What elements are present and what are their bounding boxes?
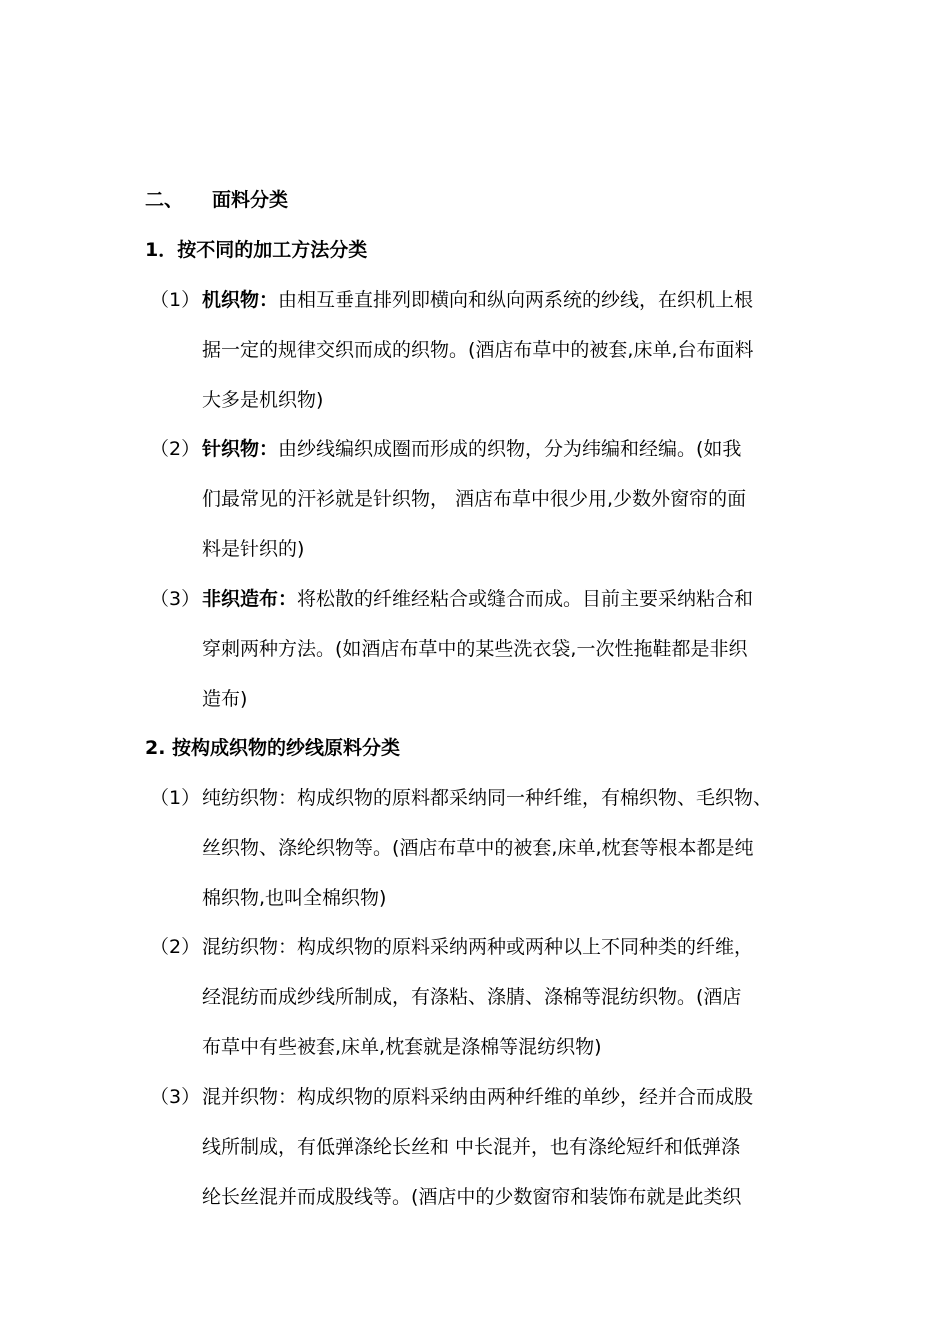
subsection-title-2: 2. 按构成织物的纱线原料分类 <box>145 737 401 759</box>
item-number: （2） <box>150 438 201 460</box>
item-text-line: 穿刺两种方法。(如酒店布草中的某些洗衣袋,一次性拖鞋都是非织 <box>202 638 748 660</box>
item-text-line: 纶长丝混并而成股线等。(酒店中的少数窗帘和装饰布就是此类织 <box>202 1186 742 1208</box>
item-text: 由相互垂直排列即横向和纵向两系统的纱线，在织机上根 <box>278 289 754 311</box>
item-text-line: 布草中有些被套,床单,枕套就是涤棉等混纺织物) <box>202 1036 602 1058</box>
item-number: （3） <box>150 1086 201 1108</box>
item-text-line: 们最常见的汗衫就是针织物， 酒店布草中很少用,少数外窗帘的面 <box>202 488 747 510</box>
item-number: （1） <box>150 787 201 809</box>
item-text: 将松散的纤维经粘合或缝合而成。目前主要采纳粘合和 <box>297 588 754 610</box>
item-text-line: 丝织物、涤纶织物等。(酒店布草中的被套,床单,枕套等根本都是纯 <box>202 837 754 859</box>
item-text-line: 纯纺织物：构成织物的原料都采纳同一种纤维，有棉织物、毛织物、 <box>202 787 773 809</box>
item-number: （1） <box>150 289 201 311</box>
item-text-line: 混纺织物：构成织物的原料采纳两种或两种以上不同种类的纤维， <box>202 936 754 958</box>
subsection-title-1: 1．按不同的加工方法分类 <box>145 239 368 261</box>
item-text-line: 混并织物：构成织物的原料采纳由两种纤维的单纱，经并合而成股 <box>202 1086 754 1108</box>
item-term: 针织物： <box>202 438 279 460</box>
item-text-line: 据一定的规律交织而成的织物。(酒店布草中的被套,床单,台布面料 <box>202 339 754 361</box>
item-first-line <box>202 437 741 461</box>
item-text-line: 棉织物,也叫全棉织物) <box>202 887 387 909</box>
item-first-line <box>202 288 753 312</box>
item-text-line: 经混纺而成纱线所制成，有涤粘、涤腈、涤棉等混纺织物。(酒店 <box>202 986 742 1008</box>
item-term: 非织造布： <box>202 588 298 610</box>
item-number: （3） <box>150 588 201 610</box>
item-text: 由纱线编织成圈而形成的织物，分为纬编和经编。(如我 <box>278 438 742 460</box>
item-term: 机织物： <box>202 289 279 311</box>
item-text-line: 大多是机织物) <box>202 389 324 411</box>
item-text-line: 线所制成，有低弹涤纶长丝和 中长混并，也有涤纶短纤和低弹涤 <box>202 1136 741 1158</box>
item-text-line: 料是针织的) <box>202 538 305 560</box>
item-first-line <box>202 587 753 611</box>
item-number: （2） <box>150 936 201 958</box>
item-text-line: 造布) <box>202 688 248 710</box>
section-number: 二、 <box>145 189 184 211</box>
section-title: 面料分类 <box>212 189 289 211</box>
